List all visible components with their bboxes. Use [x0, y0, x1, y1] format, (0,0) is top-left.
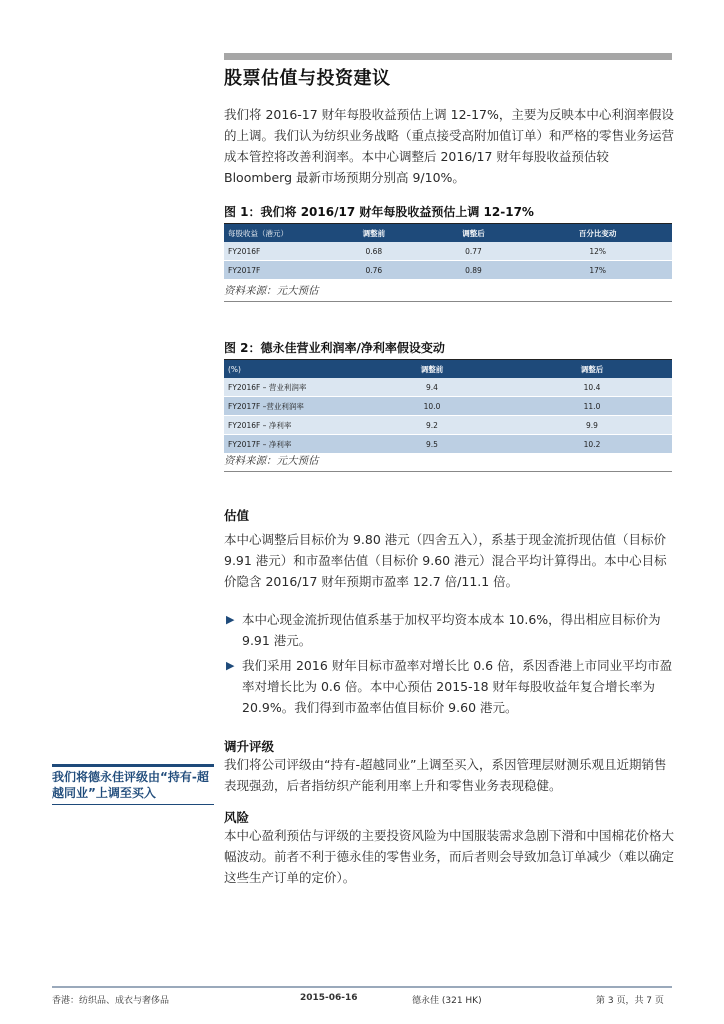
figure2-title: 图 2：德永佳营业利润率/净利率假设变动: [224, 339, 672, 361]
table-cell: 9.5: [352, 435, 512, 454]
table-cell: 10.0: [352, 397, 512, 416]
rating-sidebar-note: 我们将德永佳评级由“持有-超越同业”上调至买入: [52, 764, 214, 805]
triangle-right-icon: ▶: [226, 613, 235, 626]
footer-section: 香港：纺织品、成衣与奢侈品: [52, 996, 170, 1006]
footer-company: 德永佳 (321 HK): [412, 996, 482, 1006]
table-header-row: [224, 360, 672, 378]
table-header-cell: (%): [224, 360, 352, 378]
risk-paragraph: 本中心盈利预估与评级的主要投资风险为中国服装需求急剧下滑和中国棉花价格大幅波动。前者不利于德永佳的零售业务，而后者则会导致加急订单减少（难以确定这些生产订单的定价）。: [224, 828, 675, 885]
table-cell: FY2016F – 营业利润率: [224, 378, 352, 397]
list-item-text: 我们采用 2016 财年目标市盈率对增长比 0.6 倍，系因香港上市同业平均市盈率对增长比为 0.6 倍。本中心预估 2015-18 财年每股收益年复合增长率为 20.9%。我们得到市盈率估值目标价 9.60 港元。: [242, 658, 673, 715]
upgrade-heading: 调升评级: [224, 739, 275, 754]
table-cell: 9.2: [352, 416, 512, 435]
table-row: [224, 378, 672, 397]
table-row: [224, 242, 672, 261]
upgrade-paragraph: 我们将公司评级由“持有-超越同业”上调至买入，系因管理层财测乐观且近期销售表现强劲，后者指纺织产能利用率上升和零售业务表现稳健。: [224, 757, 667, 793]
page-title: 股票估值与投资建议: [224, 68, 391, 89]
figure2-source: 资料来源：元大预估: [224, 453, 672, 472]
table-cell: 11.0: [512, 397, 672, 416]
table-cell: FY2017F – 净利率: [224, 435, 352, 454]
table-header-cell: 调整前: [352, 360, 512, 378]
table-cell: 0.77: [424, 242, 524, 261]
figure2-table: [224, 360, 672, 454]
table-row: [224, 416, 672, 435]
table-cell: FY2016F – 净利率: [224, 416, 352, 435]
table-header-cell: 调整后: [512, 360, 672, 378]
table-cell: FY2017F: [224, 261, 324, 280]
table-cell: 9.4: [352, 378, 512, 397]
list-item: [224, 609, 674, 651]
table-header-cell: 每股收益（港元）: [224, 224, 324, 242]
table-cell: FY2017F –营业利润率: [224, 397, 352, 416]
triangle-right-icon: ▶: [226, 659, 235, 672]
table-header-cell: 调整后: [424, 224, 524, 242]
figure1-table: [224, 224, 672, 280]
table-cell: 10.4: [512, 378, 672, 397]
list-item: [224, 655, 674, 718]
table-row: [224, 397, 672, 416]
footer-rule: [52, 986, 672, 988]
table-header-cell: 百分比变动: [523, 224, 672, 242]
table-cell: 0.68: [324, 242, 424, 261]
intro-paragraph: 我们将 2016-17 财年每股收益预估上调 12-17%，主要为反映本中心利润率假设的上调。我们认为纺织业务战略（重点接受高附加值订单）和严格的零售业务运营成本管控将改善利润率。本中心调整后 2016/17 财年每股收益预估较 Bloomberg 最新市场预期分别高 9/10%。: [224, 107, 675, 185]
table-row: [224, 435, 672, 454]
risk-heading: 风险: [224, 810, 250, 825]
table-cell: 9.9: [512, 416, 672, 435]
valuation-paragraph: 本中心调整后目标价为 9.80 港元（四舍五入），系基于现金流折现估值（目标价 9.91 港元）和市盈率估值（目标价 9.60 港元）混合平均计算得出。本中心目标价隐含 2016/17 财年预期市盈率 12.7 倍/11.1 倍。: [224, 532, 667, 589]
table-cell: 17%: [523, 261, 672, 280]
table-cell: FY2016F: [224, 242, 324, 261]
valuation-heading: 估值: [224, 508, 250, 523]
table-header-row: [224, 224, 672, 242]
table-cell: 0.76: [324, 261, 424, 280]
footer-page-number: 第 3 页，共 7 页: [596, 996, 664, 1006]
figure1-title: 图 1：我们将 2016/17 财年每股收益预估上调 12-17%: [224, 203, 672, 225]
footer-date: 2015-06-16: [300, 993, 358, 1003]
top-rule: [224, 53, 672, 60]
table-cell: 10.2: [512, 435, 672, 454]
table-cell: 0.89: [424, 261, 524, 280]
table-header-cell: 调整前: [324, 224, 424, 242]
table-row: [224, 261, 672, 280]
figure1-source: 资料来源：元大预估: [224, 283, 672, 302]
table-cell: 12%: [523, 242, 672, 261]
list-item-text: 本中心现金流折现估值系基于加权平均资本成本 10.6%，得出相应目标价为 9.91 港元。: [242, 612, 661, 648]
